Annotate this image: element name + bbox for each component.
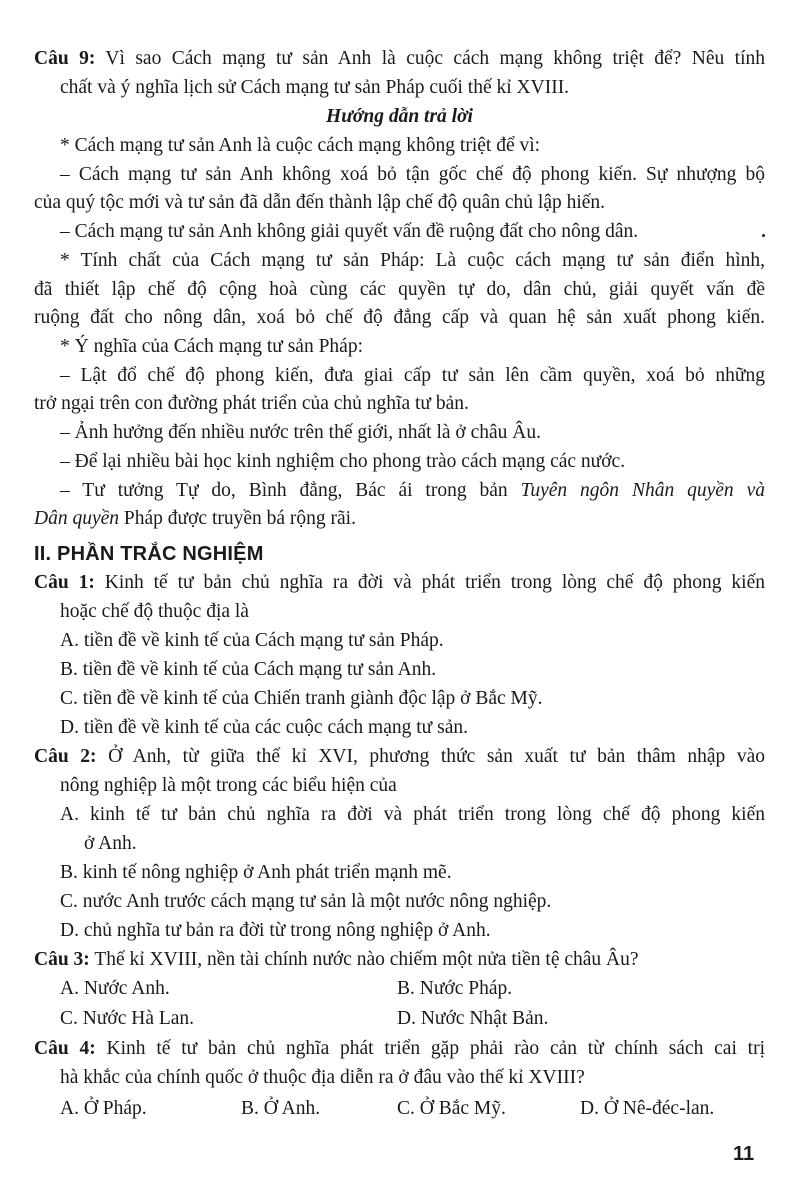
q1-text-1: Kinh tế tư bản chủ nghĩa ra đời và phát triển trong lòng chế độ phong kiến (94, 572, 765, 593)
q1-option-d: D. tiền đề về kinh tế của các cuộc cách mạng tư sản. (60, 717, 468, 738)
answer-p3: – Cách mạng tư sản Anh không giải quyết vấn đề ruộng đất cho nông dân. (60, 221, 639, 242)
q1-line-2: hoặc chế độ thuộc địa là (60, 601, 249, 622)
answer-p8: – Để lại nhiều bài học kinh nghiệm cho phong trào cách mạng các nước. (60, 451, 626, 472)
q1-option-a: A. tiền đề về kinh tế của Cách mạng tư sản Pháp. (60, 630, 444, 651)
q9-line-1 (34, 46, 765, 72)
q4-option-a: A. Ở Pháp. (60, 1098, 147, 1119)
answer-p9-line-2 (34, 506, 356, 532)
declaration-title-part-2: Dân quyền (34, 508, 120, 529)
q1-line-1 (34, 570, 765, 596)
q4-line-1 (34, 1036, 765, 1062)
answer-p4-line-1: * Tính chất của Cách mạng tư sản Pháp: Là cuộc cách mạng tư sản điển hình, (60, 250, 765, 271)
q2-option-a-line-1: A. kinh tế tư bản chủ nghĩa ra đời và phát triển trong lòng chế độ phong kiến (60, 804, 765, 825)
declaration-title-part-1: Tuyên ngôn Nhân quyền và (520, 480, 765, 501)
q2-option-c: C. nước Anh trước cách mạng tư sản là một nước nông nghiệp. (60, 891, 552, 912)
q3-text: Thế kỉ XVIII, nền tài chính nước nào chiếm một nửa tiền tệ châu Âu? (89, 949, 639, 970)
section-heading: II. PHẦN TRẮC NGHIỆM (34, 543, 264, 565)
q4-option-b: B. Ở Anh. (241, 1098, 321, 1119)
answer-p9-text: – Tư tưởng Tự do, Bình đẳng, Bác ái trong bản (60, 480, 521, 501)
answer-p7: – Ảnh hưởng đến nhiều nước trên thế giới, nhất là ở châu Âu. (60, 422, 541, 443)
answer-p5: * Ý nghĩa của Cách mạng tư sản Pháp: (60, 336, 364, 357)
q1-option-c: C. tiền đề về kinh tế của Chiến tranh giành độc lập ở Bắc Mỹ. (60, 688, 543, 709)
q4-line-2: hà khắc của chính quốc ở thuộc địa diễn ra ở đâu vào thế kỉ XVIII? (60, 1067, 585, 1088)
answer-p9-text-end: Pháp được truyền bá rộng rãi. (119, 508, 356, 529)
q1-label: Câu 1: (34, 572, 95, 593)
q3-option-a: A. Nước Anh. (60, 978, 170, 999)
answer-p4-line-2: đã thiết lập chế độ cộng hoà cùng các quyền tự do, dân chủ, giải quyết vấn đề (34, 279, 765, 300)
q2-option-b: B. kinh tế nông nghiệp ở Anh phát triển mạnh mẽ. (60, 862, 452, 883)
q1-option-b: B. tiền đề về kinh tế của Cách mạng tư sản Anh. (60, 659, 437, 680)
q4-text-1: Kinh tế tư bản chủ nghĩa phát triển gặp phải rào cản từ chính sách cai trị (95, 1038, 766, 1059)
q9-label: Câu 9: (34, 48, 96, 69)
q2-text-1: Ở Anh, từ giữa thế kỉ XVI, phương thức sản xuất tư bản thâm nhập vào (96, 746, 765, 767)
q3-line (34, 947, 639, 973)
q9-line-2: chất và ý nghĩa lịch sử Cách mạng tư sản Pháp cuối thế kỉ XVIII. (60, 77, 570, 98)
q2-label: Câu 2: (34, 746, 97, 767)
answer-p2-line-1: – Cách mạng tư sản Anh không xoá bỏ tận gốc chế độ phong kiến. Sự nhượng bộ (60, 164, 765, 185)
stray-dot-mark (762, 234, 765, 237)
page-number: 11 (733, 1143, 755, 1165)
answer-p4-line-3: ruộng đất cho nông dân, xoá bỏ chế độ đẳng cấp và quan hệ sản xuất phong kiến. (34, 307, 765, 328)
q3-label: Câu 3: (34, 949, 90, 970)
q9-text-1: Vì sao Cách mạng tư sản Anh là cuộc cách mạng không triệt để? Nêu tính (95, 48, 765, 69)
q3-option-d: D. Nước Nhật Bản. (397, 1008, 549, 1029)
answer-p6-line-1: – Lật đổ chế độ phong kiến, đưa giai cấp tư sản lên cầm quyền, xoá bỏ những (60, 365, 765, 386)
q3-option-c: C. Nước Hà Lan. (60, 1008, 195, 1029)
q4-label: Câu 4: (34, 1038, 96, 1059)
q4-option-c: C. Ở Bắc Mỹ. (397, 1098, 506, 1119)
q2-line-2: nông nghiệp là một trong các biểu hiện của (60, 775, 397, 796)
q2-option-d: D. chủ nghĩa tư bản ra đời từ trong nông nghiệp ở Anh. (60, 920, 491, 941)
answer-guide-title: Hướng dẫn trả lời (326, 106, 473, 127)
answer-p1: * Cách mạng tư sản Anh là cuộc cách mạng không triệt để vì: (60, 135, 541, 156)
answer-p9-line-1 (60, 478, 765, 504)
q2-line-1 (34, 744, 765, 770)
answer-p2-line-2: của quý tộc mới và tư sản đã dẫn đến thành lập chế độ quân chủ lập hiến. (34, 192, 606, 213)
q4-option-d: D. Ở Nê-đéc-lan. (580, 1098, 715, 1119)
q2-option-a-line-2: ở Anh. (84, 833, 137, 854)
q3-option-b: B. Nước Pháp. (397, 978, 513, 999)
answer-p6-line-2: trở ngại trên con đường phát triển của chủ nghĩa tư bản. (34, 393, 469, 414)
